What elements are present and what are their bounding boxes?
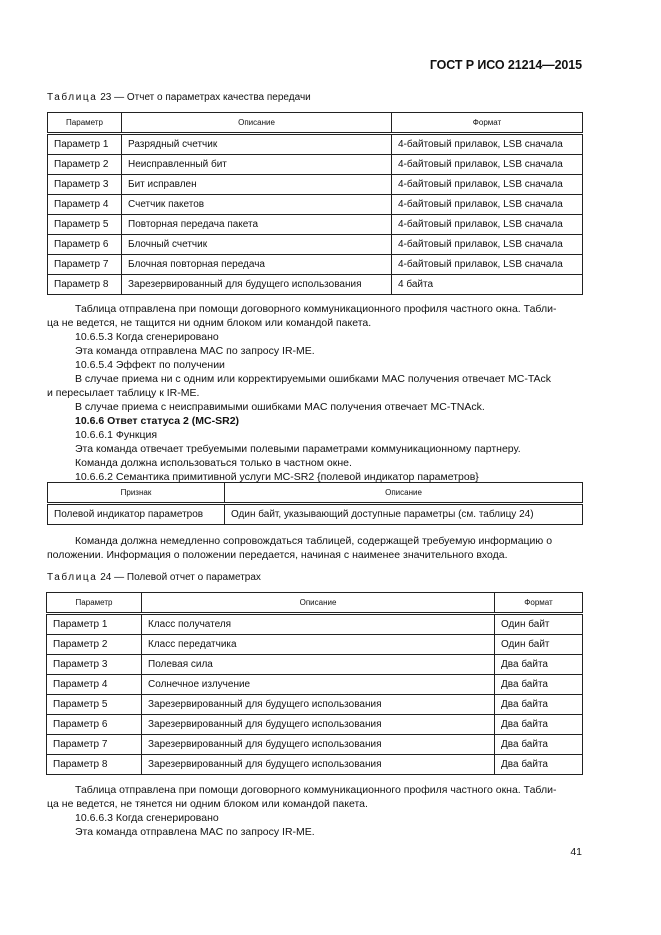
table-cell: Параметр 4 [47, 675, 142, 695]
table-cell: Параметр 3 [47, 655, 142, 675]
paragraph: и пересылает таблицу к IR-ME. [47, 387, 200, 399]
table-row [48, 275, 583, 295]
column-header: Параметр [47, 593, 142, 614]
table-cell: Класс передатчика [142, 635, 495, 655]
table-caption-text: 23 — Отчет о параметрах качества передачи [97, 92, 311, 103]
table-caption-prefix: Таблица [47, 572, 98, 583]
table-cell: Два байта [495, 675, 583, 695]
table-cell: Два байта [495, 755, 583, 775]
column-header: Параметр [48, 113, 122, 134]
table-cell: Бит исправлен [122, 175, 392, 195]
table-cell: Полевой индикатор параметров [48, 504, 225, 525]
table-sign-description [47, 482, 583, 525]
table-cell: Параметр 1 [48, 134, 122, 155]
table-cell: Зарезервированный для будущего использования [142, 715, 495, 735]
table-cell: Один байт [495, 635, 583, 655]
table-row [47, 655, 583, 675]
table-row [47, 715, 583, 735]
table-cell: Два байта [495, 655, 583, 675]
table-caption-text: 24 — Полевой отчет о параметрах [97, 572, 261, 583]
table-cell: 4-байтовый прилавок, LSB сначала [392, 195, 583, 215]
table-cell: 4-байтовый прилавок, LSB сначала [392, 134, 583, 155]
table-cell: Один байт, указывающий доступные параметры (см. таблицу 24) [225, 504, 583, 525]
table-cell: Класс получателя [142, 614, 495, 635]
table-row [47, 755, 583, 775]
section-position-text [47, 534, 552, 562]
table-row [48, 504, 583, 525]
column-header: Формат [495, 593, 583, 614]
table-row [48, 175, 583, 195]
table-cell: 4-байтовый прилавок, LSB сначала [392, 255, 583, 275]
table-row [48, 255, 583, 275]
paragraph: Команда должна немедленно сопровождаться таблицей, содержащей требуемую информацию о [75, 535, 553, 547]
paragraph: Таблица отправлена при помощи договорного коммуникационного профиля частного окна. Табли- [75, 303, 557, 315]
paragraph: Эта команда отправлена MAC по запросу IR-ME. [75, 345, 315, 357]
subsection-heading: 10.6.5.4 Эффект по получении [75, 359, 225, 371]
table-cell: Разрядный счетчик [122, 134, 392, 155]
table-cell: Параметр 6 [48, 235, 122, 255]
table-cell: Полевая сила [142, 655, 495, 675]
paragraph: ца не ведется, не тянется ни одним блоком или командой пакета. [47, 798, 368, 810]
table-cell: Счетчик пакетов [122, 195, 392, 215]
subsection-heading: 10.6.6.3 Когда сгенерировано [75, 812, 219, 824]
table-cell: Один байт [495, 614, 583, 635]
table-cell: Неисправленный бит [122, 155, 392, 175]
section-10-6-6-3-text [47, 783, 556, 839]
column-header: Описание [225, 483, 583, 504]
table-cell: Параметр 1 [47, 614, 142, 635]
column-header: Описание [122, 113, 392, 134]
table-cell: Два байта [495, 695, 583, 715]
subsection-heading: 10.6.5.3 Когда сгенерировано [75, 331, 219, 343]
table-row [47, 635, 583, 655]
table-cell: Зарезервированный для будущего использования [142, 735, 495, 755]
table-cell: 4-байтовый прилавок, LSB сначала [392, 235, 583, 255]
table-header-row [48, 113, 583, 134]
table-cell: Параметр 2 [47, 635, 142, 655]
table-cell: Зарезервированный для будущего использования [122, 275, 392, 295]
table-23 [47, 112, 583, 295]
table-row [48, 195, 583, 215]
table-cell: 4-байтовый прилавок, LSB сначала [392, 175, 583, 195]
paragraph: В случае приема ни с одним или корректируемыми ошибками MAC получения отвечает MC-TAck [75, 373, 551, 385]
table-row [48, 134, 583, 155]
table-header-row [47, 593, 583, 614]
page-number: 41 [570, 846, 582, 858]
paragraph: Эта команда отправлена MAC по запросу IR-ME. [75, 826, 315, 838]
paragraph: положении. Информация о положении передается, начиная с наименее значительного входа. [47, 549, 508, 561]
table-cell: 4 байта [392, 275, 583, 295]
table-cell: Солнечное излучение [142, 675, 495, 695]
table-header-row [48, 483, 583, 504]
table-cell: Параметр 8 [47, 755, 142, 775]
table-24 [46, 592, 583, 775]
table-23-caption [47, 92, 311, 103]
table-cell: 4-байтовый прилавок, LSB сначала [392, 215, 583, 235]
table-cell: Блочная повторная передача [122, 255, 392, 275]
paragraph: ца не ведется, не тащится ни одним блоком или командой пакета. [47, 317, 372, 329]
table-cell: Зарезервированный для будущего использования [142, 695, 495, 715]
table-row [48, 235, 583, 255]
column-header: Формат [392, 113, 583, 134]
paragraph: В случае приема с неисправимыми ошибками MAC получения отвечает MC-TNAck. [75, 401, 485, 413]
table-cell: Параметр 6 [47, 715, 142, 735]
paragraph: Эта команда отвечает требуемыми полевыми параметрами коммуникационному партнеру. [75, 443, 521, 455]
table-cell: 4-байтовый прилавок, LSB сначала [392, 155, 583, 175]
paragraph: Таблица отправлена при помощи договорного коммуникационного профиля частного окна. Табли- [75, 784, 557, 796]
table-row [47, 675, 583, 695]
section-10-6-5-text [47, 302, 556, 484]
subsection-heading: 10.6.6.2 Семантика примитивной услуги MC-SR2 {полевой индикатор параметров} [75, 471, 479, 483]
section-heading: 10.6.6 Ответ статуса 2 (MC-SR2) [75, 415, 240, 427]
table-row [48, 155, 583, 175]
table-row [47, 695, 583, 715]
table-24-caption [47, 572, 261, 583]
paragraph: Команда должна использоваться только в частном окне. [75, 457, 352, 469]
table-cell: Повторная передача пакета [122, 215, 392, 235]
table-caption-prefix: Таблица [47, 92, 98, 103]
table-row [47, 614, 583, 635]
table-cell: Блочный счетчик [122, 235, 392, 255]
document-standard-header: ГОСТ Р ИСО 21214—2015 [429, 58, 582, 72]
table-cell: Параметр 7 [48, 255, 122, 275]
table-cell: Параметр 4 [48, 195, 122, 215]
column-header: Описание [142, 593, 495, 614]
table-row [48, 215, 583, 235]
table-cell: Параметр 5 [47, 695, 142, 715]
column-header: Признак [48, 483, 225, 504]
table-cell: Два байта [495, 735, 583, 755]
table-cell: Зарезервированный для будущего использования [142, 755, 495, 775]
table-cell: Два байта [495, 715, 583, 735]
table-row [47, 735, 583, 755]
table-cell: Параметр 7 [47, 735, 142, 755]
table-cell: Параметр 8 [48, 275, 122, 295]
table-cell: Параметр 3 [48, 175, 122, 195]
subsection-heading: 10.6.6.1 Функция [75, 429, 158, 441]
table-cell: Параметр 2 [48, 155, 122, 175]
table-cell: Параметр 5 [48, 215, 122, 235]
